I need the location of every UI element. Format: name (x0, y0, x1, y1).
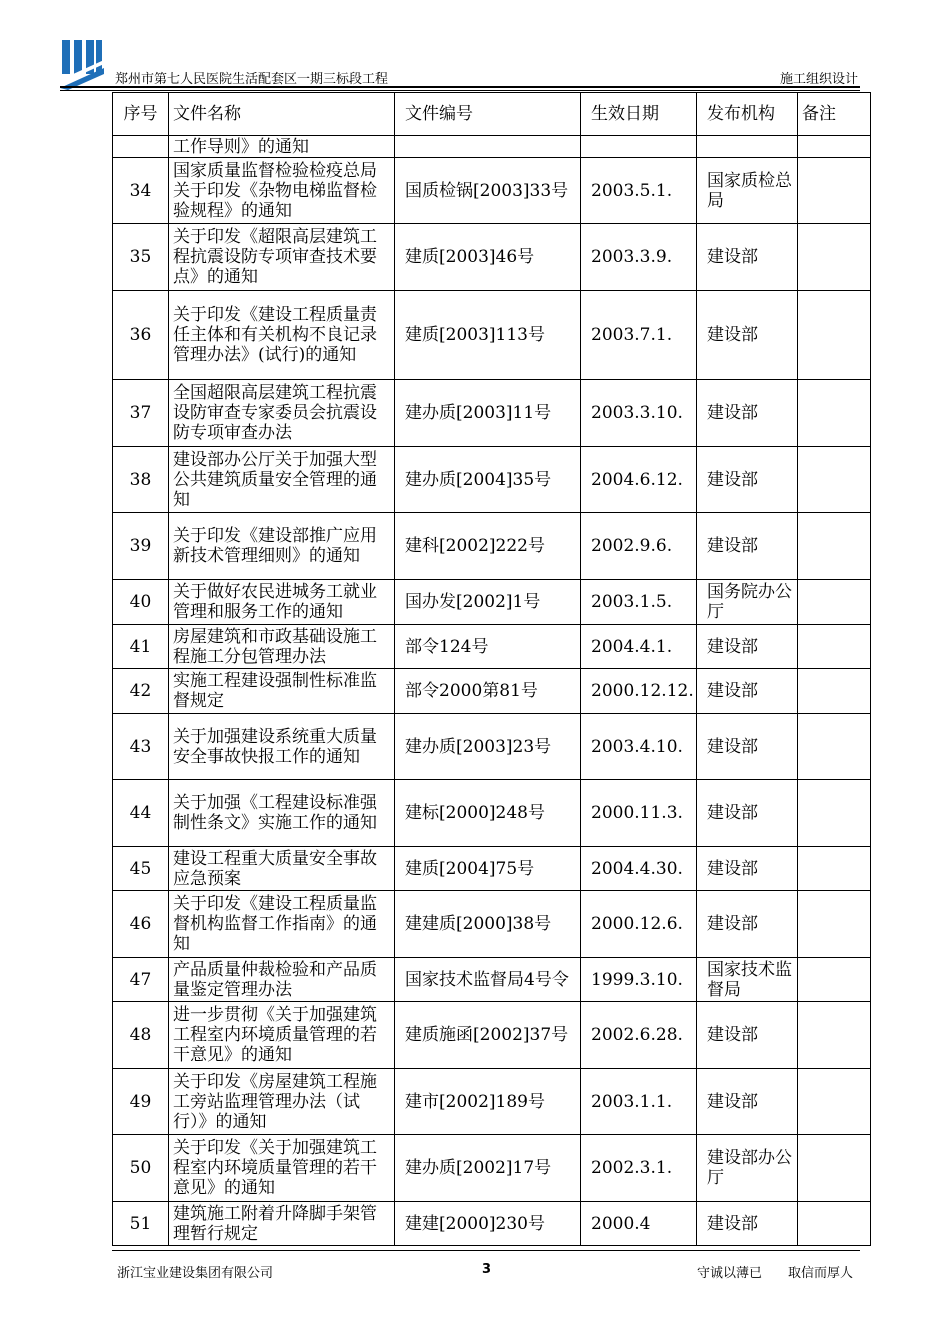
header-rule (60, 86, 860, 88)
row-number: 35 (113, 224, 169, 291)
issuing-body: 建设部 (697, 447, 798, 513)
row-number: 34 (113, 158, 169, 224)
document-code: 建建[2000]230号 (395, 1202, 581, 1246)
company-motto: 守诚以薄已 取信而厚人 (696, 1266, 853, 1281)
document-code: 部令124号 (395, 625, 581, 669)
document-name: 关于印发《建设工程质量监督机构监督工作指南》的通知 (169, 891, 395, 958)
effective-date: 2003.5.1. (581, 158, 697, 224)
project-title: 郑州市第七人民医院生活配套区一期三标段工程 (115, 72, 389, 87)
document-code: 国质检锅[2003]33号 (395, 158, 581, 224)
document-code: 国家技术监督局4号令 (395, 958, 581, 1002)
row-number: 36 (113, 291, 169, 380)
table-row (113, 780, 871, 847)
remark (798, 625, 871, 669)
remark (798, 669, 871, 714)
remark (798, 847, 871, 891)
document-name: 关于加强建设系统重大质量安全事故快报工作的通知 (169, 714, 395, 780)
header-rule-thin (60, 90, 860, 91)
issuing-body (697, 136, 798, 158)
col-header-code: 文件编号 (395, 93, 581, 136)
effective-date: 2003.1.5. (581, 580, 697, 625)
row-number: 42 (113, 669, 169, 714)
row-number: 47 (113, 958, 169, 1002)
effective-date: 2000.11.3. (581, 780, 697, 847)
row-number: 40 (113, 580, 169, 625)
issuing-body: 国家质检总局 (697, 158, 798, 224)
document-code (395, 136, 581, 158)
issuing-body: 建设部 (697, 1202, 798, 1246)
document-code: 建办质[2002]17号 (395, 1135, 581, 1202)
page-number: 3 (482, 1262, 492, 1277)
row-number (113, 136, 169, 158)
document-name: 关于加强《工程建设标准强制性条文》实施工作的通知 (169, 780, 395, 847)
effective-date (581, 136, 697, 158)
document-type: 施工组织设计 (779, 72, 858, 87)
document-name: 建设部办公厅关于加强大型公共建筑质量安全管理的通知 (169, 447, 395, 513)
table-row (113, 1002, 871, 1069)
issuing-body: 建设部 (697, 847, 798, 891)
document-name: 关于做好农民进城务工就业管理和服务工作的通知 (169, 580, 395, 625)
col-header-org: 发布机构 (697, 93, 798, 136)
company-name: 浙江宝业建设集团有限公司 (117, 1266, 274, 1281)
col-header-date: 生效日期 (581, 93, 697, 136)
col-header-note: 备注 (798, 93, 871, 136)
row-number: 48 (113, 1002, 169, 1069)
remark (798, 447, 871, 513)
effective-date: 2003.3.9. (581, 224, 697, 291)
row-number: 46 (113, 891, 169, 958)
document-name: 工作导则》的通知 (169, 136, 395, 158)
document-code: 国办发[2002]1号 (395, 580, 581, 625)
col-header-name: 文件名称 (169, 93, 395, 136)
issuing-body: 建设部 (697, 714, 798, 780)
footer-rule (112, 1250, 860, 1251)
document-name: 国家质量监督检验检疫总局关于印发《杂物电梯监督检验规程》的通知 (169, 158, 395, 224)
document-name: 关于印发《超限高层建筑工程抗震设防专项审查技术要点》的通知 (169, 224, 395, 291)
remark (798, 580, 871, 625)
document-code: 建质[2003]113号 (395, 291, 581, 380)
row-number: 51 (113, 1202, 169, 1246)
effective-date: 2000.4 (581, 1202, 697, 1246)
row-number: 43 (113, 714, 169, 780)
effective-date: 2002.3.1. (581, 1135, 697, 1202)
document-code: 建科[2002]222号 (395, 513, 581, 580)
issuing-body: 建设部 (697, 1069, 798, 1135)
regulation-table (112, 92, 871, 1246)
remark (798, 780, 871, 847)
table-row (113, 1135, 871, 1202)
table-row (113, 1069, 871, 1135)
document-code: 建标[2000]248号 (395, 780, 581, 847)
table-row (113, 513, 871, 580)
remark (798, 958, 871, 1002)
col-header-no: 序号 (113, 93, 169, 136)
document-name: 建筑施工附着升降脚手架管理暂行规定 (169, 1202, 395, 1246)
document-name: 产品质量仲裁检验和产品质量鉴定管理办法 (169, 958, 395, 1002)
effective-date: 2003.7.1. (581, 291, 697, 380)
issuing-body: 建设部 (697, 625, 798, 669)
table-row (113, 714, 871, 780)
row-number: 39 (113, 513, 169, 580)
row-number: 41 (113, 625, 169, 669)
issuing-body: 建设部 (697, 380, 798, 447)
effective-date: 2003.4.10. (581, 714, 697, 780)
document-name: 全国超限高层建筑工程抗震设防审查专家委员会抗震设防专项审查办法 (169, 380, 395, 447)
table-row (113, 158, 871, 224)
issuing-body: 建设部 (697, 291, 798, 380)
issuing-body: 建设部办公厅 (697, 1135, 798, 1202)
document-name: 实施工程建设强制性标准监督规定 (169, 669, 395, 714)
effective-date: 2000.12.12. (581, 669, 697, 714)
row-number: 44 (113, 780, 169, 847)
row-number: 38 (113, 447, 169, 513)
issuing-body: 建设部 (697, 513, 798, 580)
document-code: 建办质[2003]23号 (395, 714, 581, 780)
document-name: 建设工程重大质量安全事故应急预案 (169, 847, 395, 891)
table-row (113, 580, 871, 625)
row-number: 49 (113, 1069, 169, 1135)
document-code: 建质施函[2002]37号 (395, 1002, 581, 1069)
remark (798, 1202, 871, 1246)
table-row (113, 958, 871, 1002)
effective-date: 2004.6.12. (581, 447, 697, 513)
remark (798, 291, 871, 380)
table-row (113, 669, 871, 714)
document-name: 关于印发《建设工程质量责任主体和有关机构不良记录管理办法》(试行)的通知 (169, 291, 395, 380)
issuing-body: 建设部 (697, 780, 798, 847)
document-name: 房屋建筑和市政基础设施工程施工分包管理办法 (169, 625, 395, 669)
table-row (113, 891, 871, 958)
effective-date: 2002.6.28. (581, 1002, 697, 1069)
document-name: 进一步贯彻《关于加强建筑工程室内环境质量管理的若干意见》的通知 (169, 1002, 395, 1069)
document-code: 建质[2003]46号 (395, 224, 581, 291)
remark (798, 513, 871, 580)
issuing-body: 国家技术监督局 (697, 958, 798, 1002)
issuing-body: 建设部 (697, 224, 798, 291)
table-header-row (113, 93, 871, 136)
remark (798, 891, 871, 958)
table-row (113, 380, 871, 447)
row-number: 50 (113, 1135, 169, 1202)
table-row (113, 291, 871, 380)
table-row (113, 224, 871, 291)
document-code: 建质[2004]75号 (395, 847, 581, 891)
document-name: 关于印发《房屋建筑工程施工旁站监理管理办法（试行）》的通知 (169, 1069, 395, 1135)
effective-date: 1999.3.10. (581, 958, 697, 1002)
row-number: 37 (113, 380, 169, 447)
effective-date: 2003.1.1. (581, 1069, 697, 1135)
document-code: 建办质[2003]11号 (395, 380, 581, 447)
document-code: 建办质[2004]35号 (395, 447, 581, 513)
effective-date: 2000.12.6. (581, 891, 697, 958)
remark (798, 1135, 871, 1202)
remark (798, 224, 871, 291)
table-row (113, 625, 871, 669)
effective-date: 2004.4.1. (581, 625, 697, 669)
issuing-body: 建设部 (697, 891, 798, 958)
remark (798, 158, 871, 224)
issuing-body: 建设部 (697, 669, 798, 714)
row-number: 45 (113, 847, 169, 891)
remark (798, 136, 871, 158)
document-name: 关于印发《关于加强建筑工程室内环境质量管理的若干意见》的通知 (169, 1135, 395, 1202)
table-row (113, 847, 871, 891)
remark (798, 1069, 871, 1135)
remark (798, 380, 871, 447)
effective-date: 2004.4.30. (581, 847, 697, 891)
table-row (113, 447, 871, 513)
remark (798, 1002, 871, 1069)
document-code: 部令2000第81号 (395, 669, 581, 714)
remark (798, 714, 871, 780)
table-row (113, 1202, 871, 1246)
effective-date: 2002.9.6. (581, 513, 697, 580)
effective-date: 2003.3.10. (581, 380, 697, 447)
document-name: 关于印发《建设部推广应用新技术管理细则》的通知 (169, 513, 395, 580)
company-logo-icon (60, 38, 104, 90)
issuing-body: 国务院办公厅 (697, 580, 798, 625)
document-code: 建建质[2000]38号 (395, 891, 581, 958)
document-code: 建市[2002]189号 (395, 1069, 581, 1135)
issuing-body: 建设部 (697, 1002, 798, 1069)
table-row (113, 136, 871, 158)
